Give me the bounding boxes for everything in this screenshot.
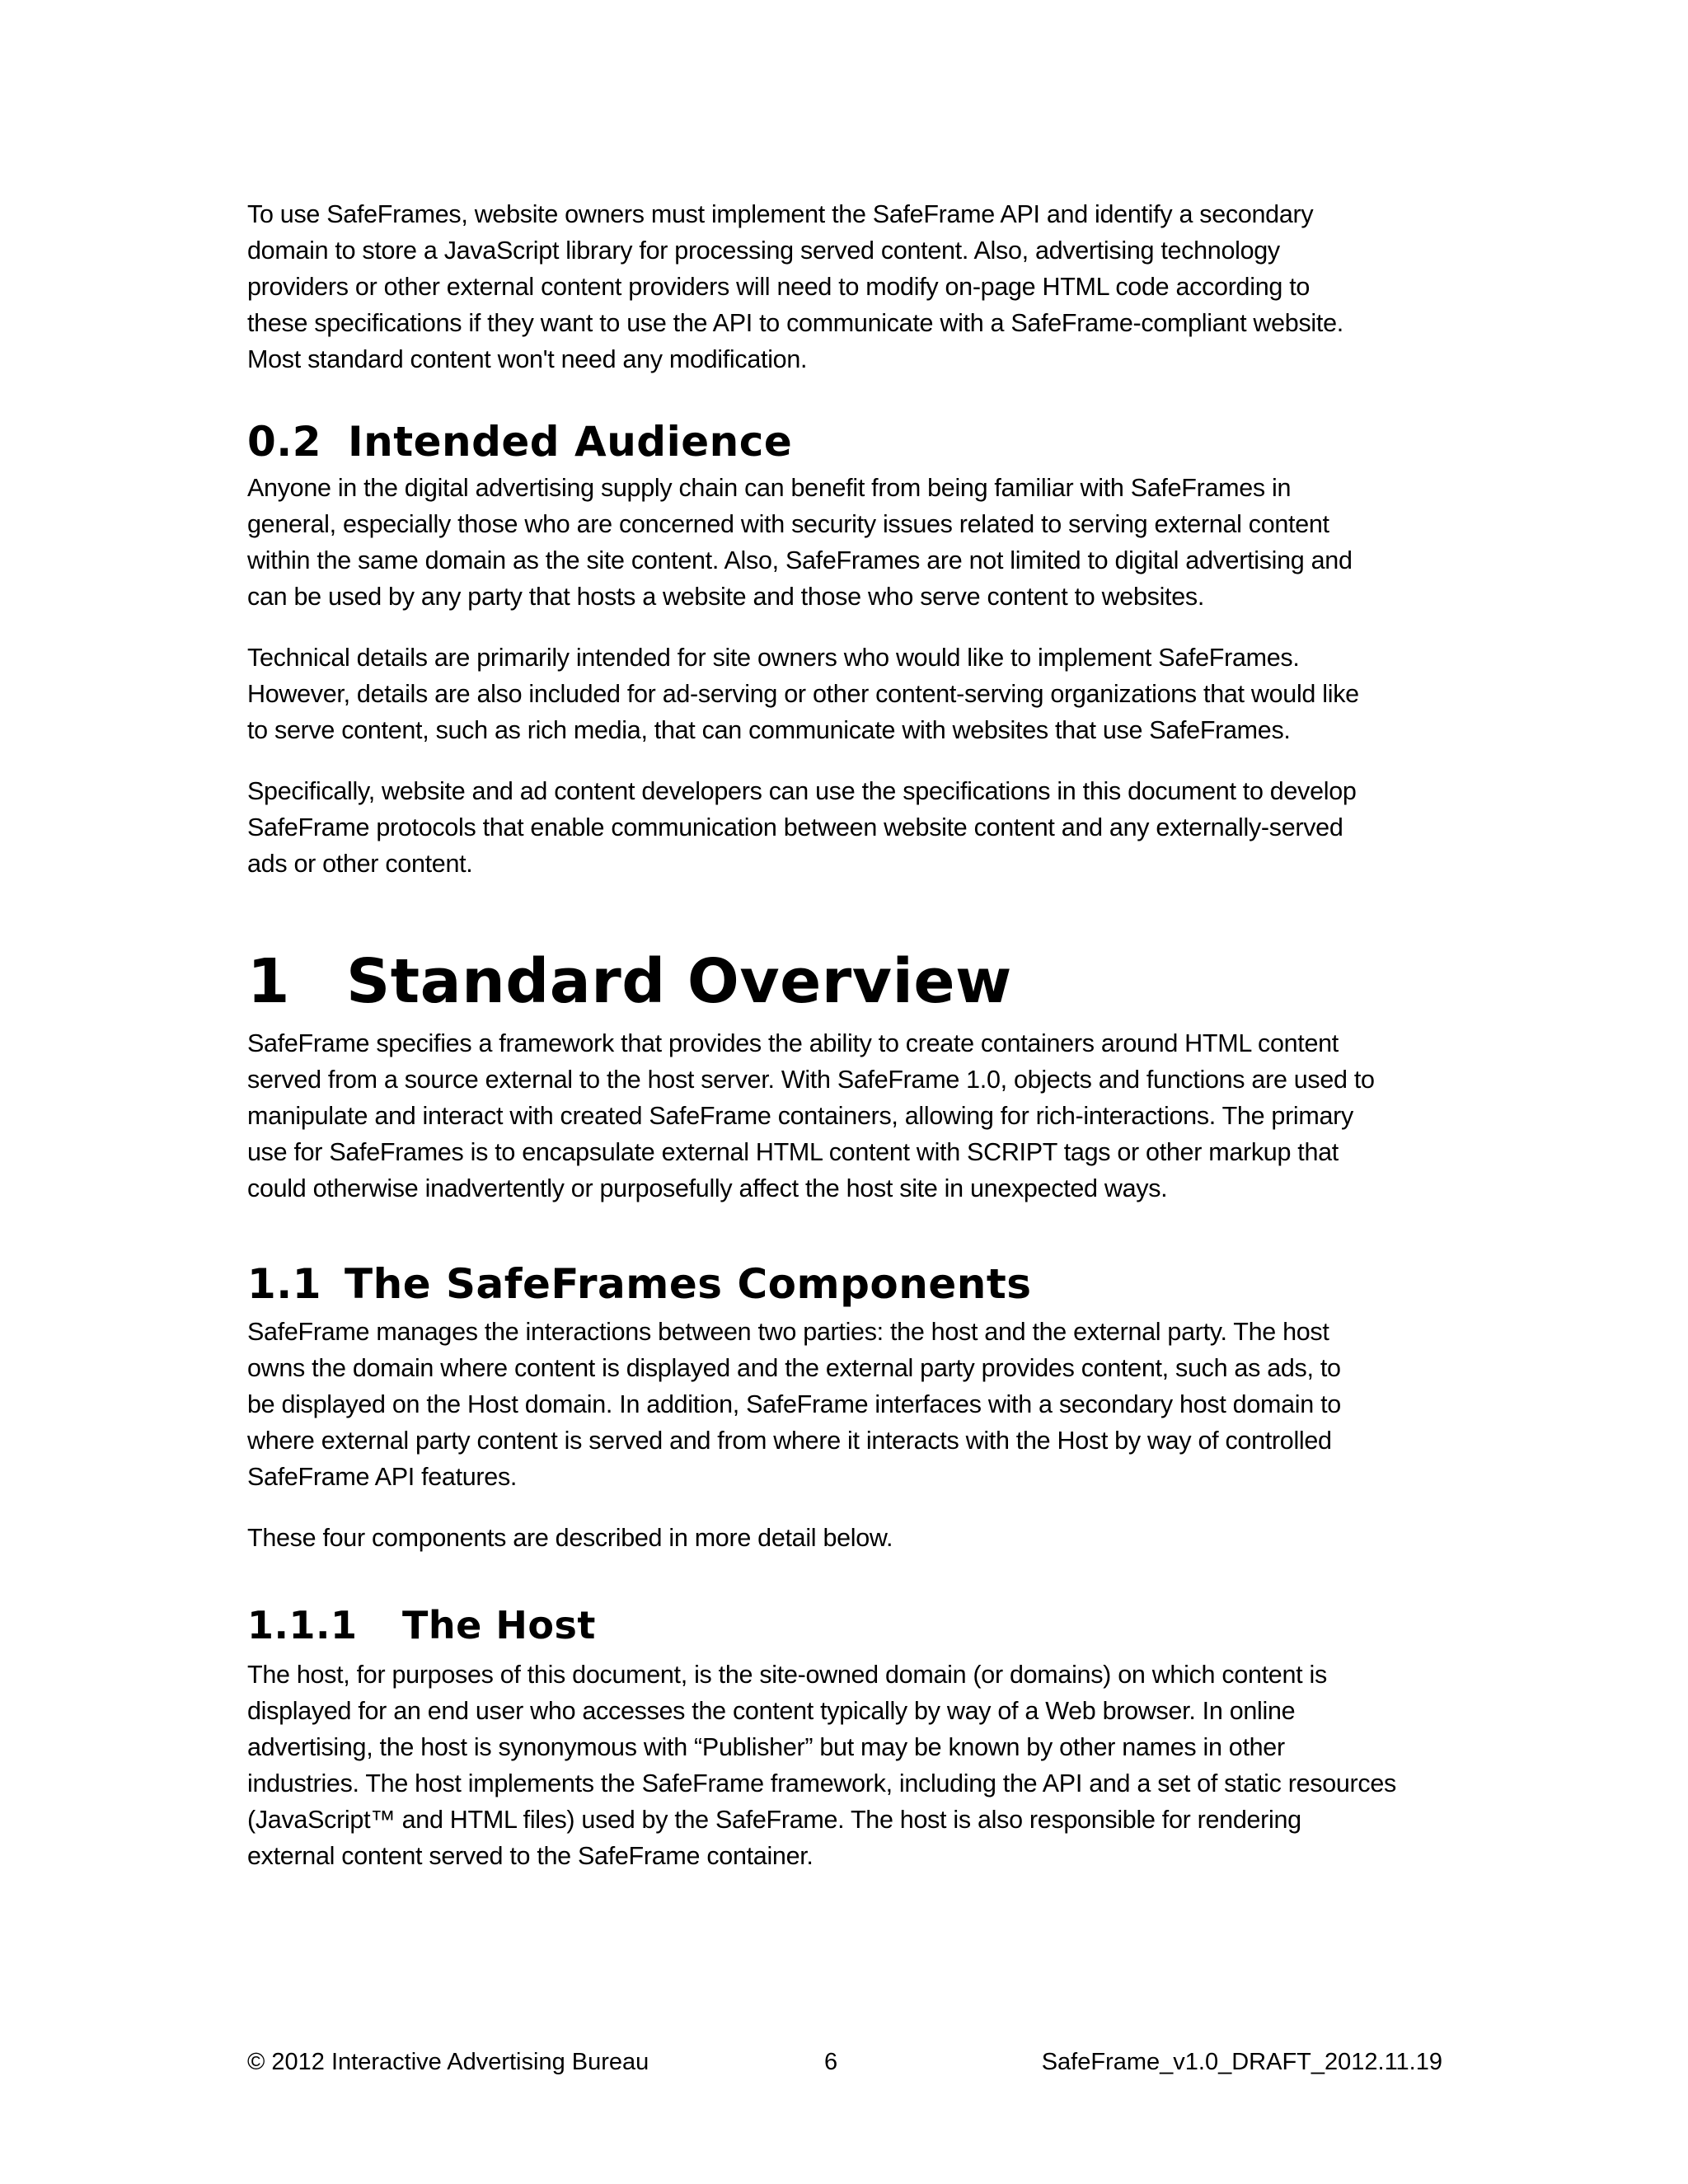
intro-paragraph: To use SafeFrames, website owners must implement the SafeFrame API and identify a secondary domain to store a JavaScript library for processing served content. Also, advertising technology providers or other external content providers will need to modify on-page HTML code according to these specifications if they want to use the API to communicate with a SafeFrame-compliant website. Most standard content won't need any modification. — [247, 200, 1343, 373]
section-number: 1 — [247, 946, 290, 1017]
audience-paragraph-3: Specifically, website and ad content developers can use the specifications in this document to develop SafeFrame protocols that enable communication between website content and any externally-served ads or other content. — [247, 777, 1357, 878]
page-content — [247, 196, 1442, 1874]
section-title: Intended Audience — [348, 418, 793, 466]
components-paragraph-1: SafeFrame manages the interactions between two parties: the host and the external party. The host owns the domain where content is displayed and the external party provides content, such as ads, to be displayed on the Host domain. In addition, SafeFrame interfaces with a secondary host domain to where external party content is served and from where it interacts with the Host by way of controlled SafeFrame API features. — [247, 1318, 1341, 1491]
section-title: The SafeFrames Components — [345, 1260, 1032, 1308]
section-title: The Host — [402, 1603, 596, 1647]
host-paragraph: The host, for purposes of this document, is the site-owned domain (or domains) on which content is displayed for an end user who accesses the content typically by way of a Web browser. In online advertising, the host is synonymous with “Publisher” but may be known by other names in other industries. The host implements the SafeFrame framework, including the API and a set of static resources (JavaScript™ and HTML files) used by the SafeFrame. The host is also responsible for rendering external content served to the SafeFrame container. — [247, 1661, 1396, 1870]
section-number: 0.2 — [247, 418, 322, 466]
audience-paragraph-1: Anyone in the digital advertising supply chain can benefit from being familiar with SafeFrames in general, especially those who are concerned with security issues related to serving external content within the same domain as the site content. Also, SafeFrames are not limited to digital advertising and can be used by any party that hosts a website and those who serve content to websites. — [247, 474, 1353, 611]
audience-paragraph-2: Technical details are primarily intended for site owners who would like to implement SafeFrames. However, details are also included for ad-serving or other content-serving organizations that would like to serve content, such as rich media, that can communicate with websites that use SafeFrames. — [247, 644, 1359, 744]
section-1-1-heading — [247, 1259, 1442, 1309]
footer-copyright: © 2012 Interactive Advertising Bureau — [247, 2049, 649, 2075]
section-0-2-heading — [247, 417, 1442, 466]
overview-paragraph: SafeFrame specifies a framework that provides the ability to create containers around HTML content served from a source external to the host server. With SafeFrame 1.0, objects and functions are used to manipulate and interact with created SafeFrame containers, allowing for rich-interactions. The primary use for SafeFrames is to encapsulate external HTML content with SCRIPT tags or other markup that could otherwise inadvertently or purposefully affect the host site in unexpected ways. — [247, 1029, 1375, 1202]
footer-page-number: 6 — [824, 2049, 838, 2075]
section-number: 1.1.1 — [247, 1603, 358, 1647]
page-footer — [247, 2044, 1442, 2080]
section-number: 1.1 — [247, 1260, 322, 1308]
components-paragraph-2: These four components are described in more detail below. — [247, 1524, 893, 1552]
footer-document-id: SafeFrame_v1.0_DRAFT_2012.11.19 — [1041, 2049, 1442, 2075]
section-1-heading — [247, 944, 1442, 1019]
section-title: Standard Overview — [346, 946, 1012, 1017]
section-1-1-1-heading — [247, 1602, 1442, 1648]
